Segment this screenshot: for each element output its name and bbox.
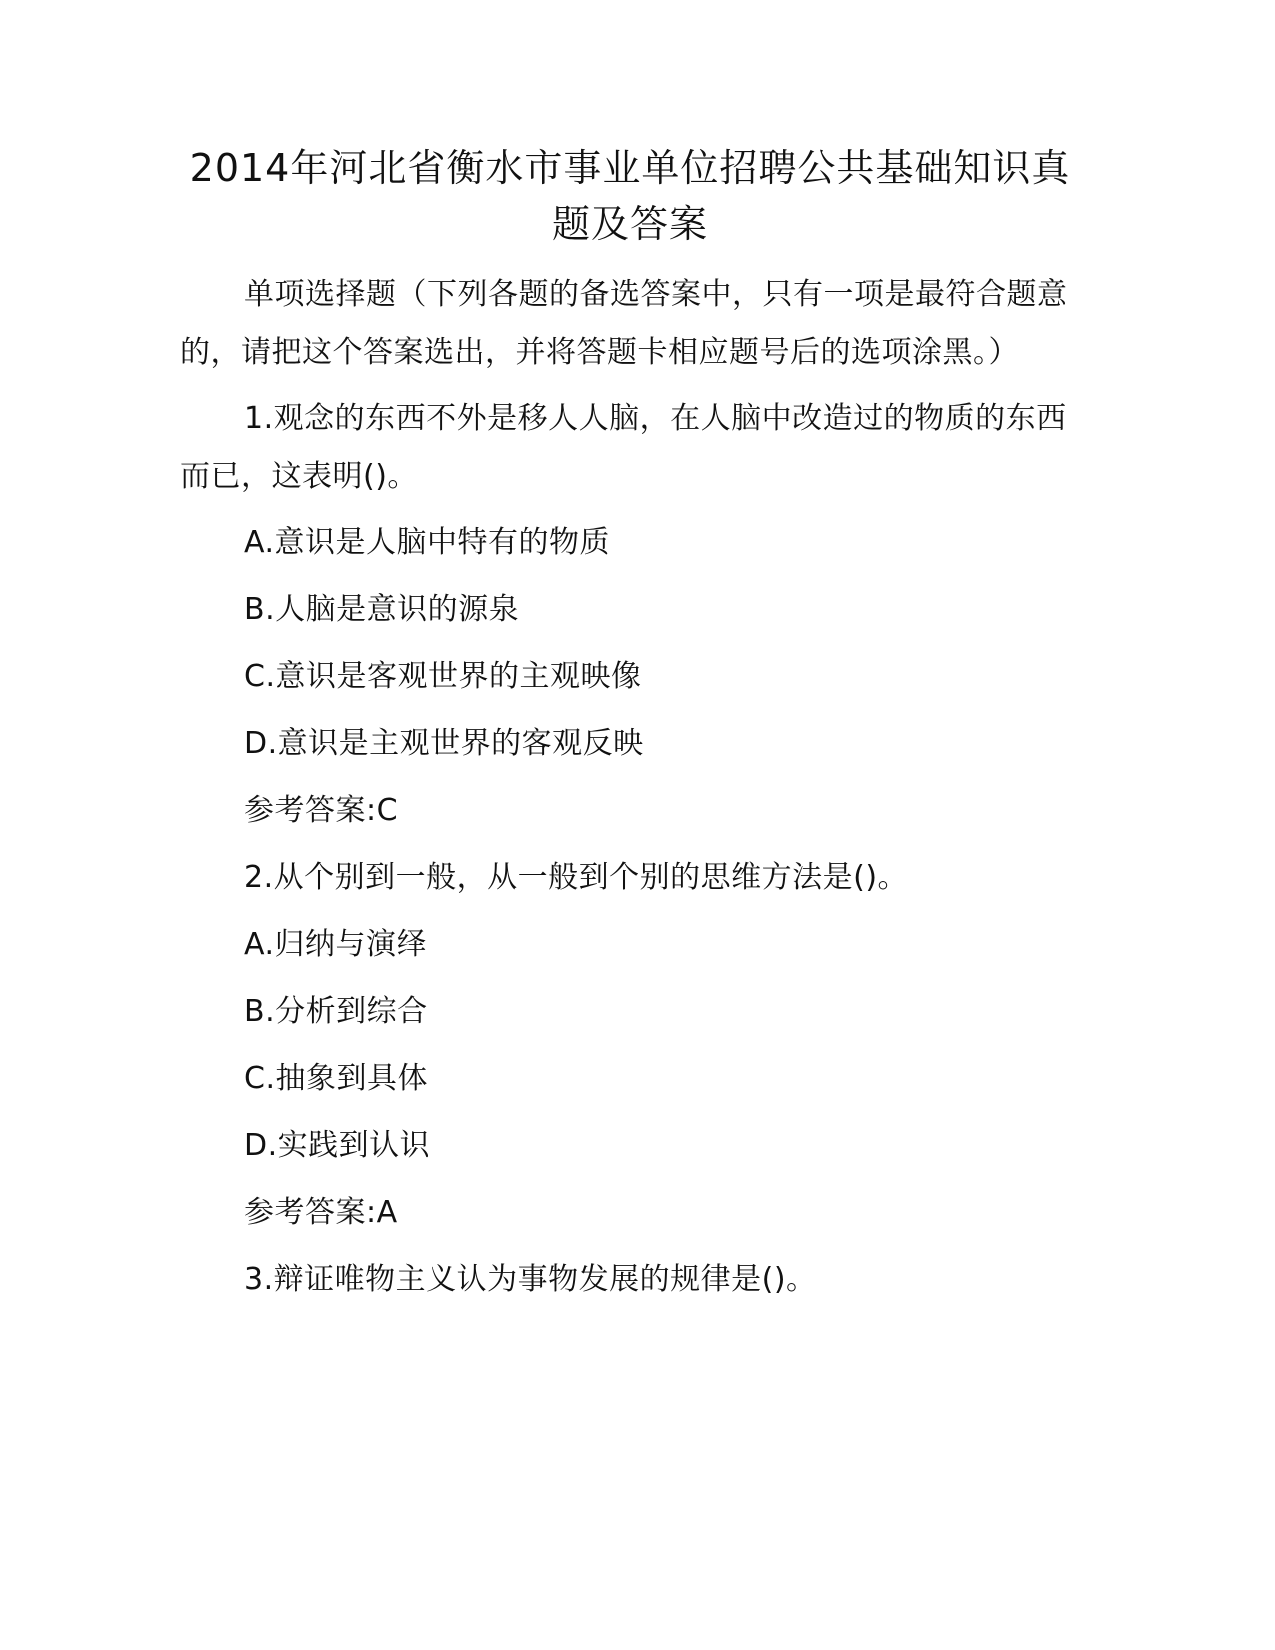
question-1-option-d: D.意识是主观世界的客观反映	[244, 726, 644, 761]
document-page	[180, 140, 1080, 1318]
question-3-stem: 3.辩证唯物主义认为事物发展的规律是()。	[244, 1262, 817, 1297]
question-2-option-c: C.抽象到具体	[244, 1061, 428, 1096]
question-2-option-b: B.分析到综合	[244, 994, 428, 1029]
question-2-option-d: D.实践到认识	[244, 1128, 431, 1163]
document-title: 2014年河北省衡水市事业单位招聘公共基础知识真题及答案	[189, 146, 1071, 246]
question-1-option-a: A.意识是人脑中特有的物质	[244, 525, 611, 560]
question-2-option-a: A.归纳与演绎	[244, 927, 428, 962]
question-2-answer: 参考答案:A	[244, 1195, 398, 1230]
question-1-option-b: B.人脑是意识的源泉	[244, 592, 520, 627]
instructions-paragraph: 单项选择题（下列各题的备选答案中，只有一项是最符合题意的，请把这个答案选出，并将答题卡相应题号后的选项涂黑。）	[180, 277, 1068, 370]
question-1-answer: 参考答案:C	[244, 793, 399, 828]
question-2-stem: 2.从个别到一般，从一般到个别的思维方法是()。	[244, 860, 909, 895]
question-1-stem: 1.观念的东西不外是移人人脑，在人脑中改造过的物质的东西而已，这表明()。	[180, 401, 1067, 494]
question-1-option-c: C.意识是客观世界的主观映像	[244, 659, 642, 694]
